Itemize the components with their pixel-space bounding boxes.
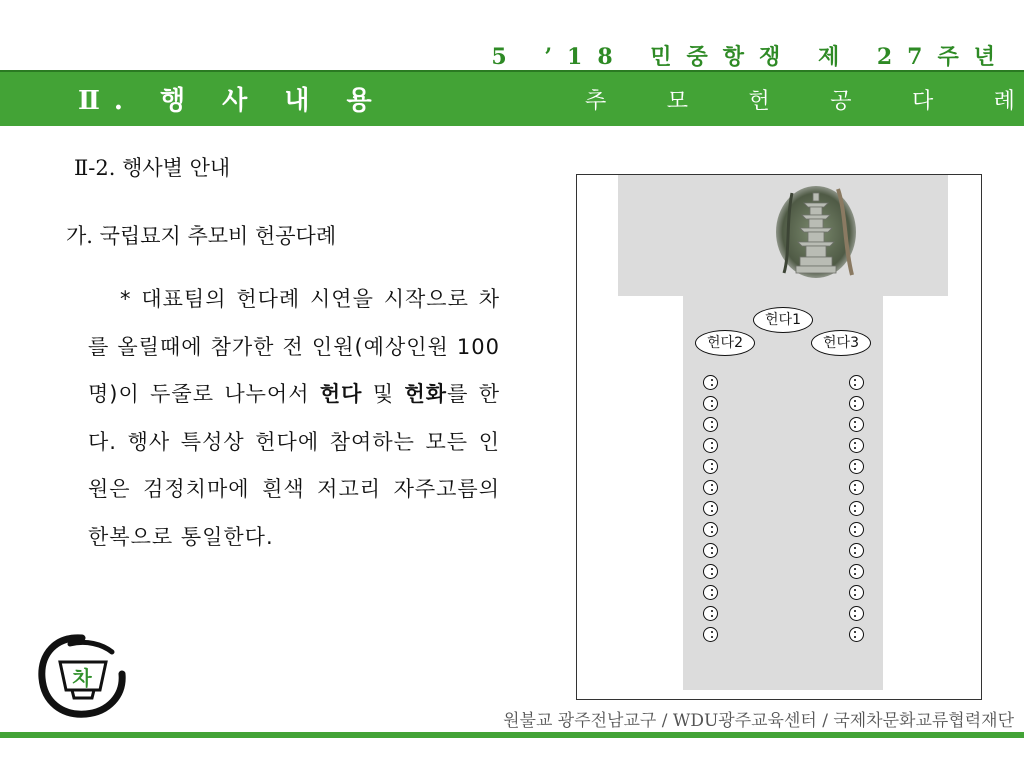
event-name-char: 다 [911, 89, 934, 114]
description-text: 및 [362, 382, 405, 406]
anniversary-title: 5 ’18 민중항쟁 제 27주년 [491, 44, 1010, 70]
participant-marker [703, 417, 718, 432]
role-label: 헌다1 [753, 307, 813, 333]
stone-pagoda-photo-icon [774, 183, 858, 281]
participant-marker [849, 564, 864, 579]
participant-marker [849, 375, 864, 390]
participant-marker [849, 459, 864, 474]
role-label: 헌다2 [695, 330, 755, 356]
participant-marker [703, 480, 718, 495]
event-name [585, 84, 1015, 115]
event-name-char: 모 [666, 89, 688, 114]
event-name-char: 추 [585, 89, 607, 114]
participant-marker [703, 501, 718, 516]
participant-marker [703, 564, 718, 579]
event-name-char: 공 [830, 89, 852, 114]
event-description [88, 276, 500, 561]
participant-marker [703, 396, 718, 411]
event-name-char: 례 [993, 89, 1015, 114]
description-emphasis: 헌다 [319, 382, 363, 406]
participant-marker [849, 543, 864, 558]
role-label: 헌다3 [811, 330, 871, 356]
participant-marker [849, 627, 864, 642]
participant-marker [703, 606, 718, 621]
participant-marker [849, 522, 864, 537]
participant-marker [849, 585, 864, 600]
participant-marker [849, 501, 864, 516]
participant-marker [849, 396, 864, 411]
participant-marker [849, 438, 864, 453]
footer-organizations: 원불교 광주전남교구 / WDU광주교육센터 / 국제차문화교류협력재단 [503, 711, 1014, 731]
section-title: Ⅱ. 행 사 내 용 [78, 86, 386, 116]
participant-marker [703, 459, 718, 474]
tea-cup-logo-icon [36, 632, 128, 718]
left-participant-column [703, 375, 721, 642]
participant-marker [849, 417, 864, 432]
participant-marker [703, 627, 718, 642]
participant-marker [703, 438, 718, 453]
subsection-title: Ⅱ-2. 행사별 안내 [74, 156, 231, 180]
event-name-char: 헌 [748, 89, 770, 114]
footer-divider [0, 732, 1024, 738]
description-text: * 대표팀의 헌다례 시연을 시작으로 차를 올릴때에 참가한 전 인원(예상인원 100명)이 두줄로 나누어서 [88, 287, 500, 406]
description-emphasis: 헌화 [404, 382, 448, 406]
participant-marker [703, 375, 718, 390]
participant-marker [849, 480, 864, 495]
monument-area [618, 175, 948, 296]
participant-marker [703, 585, 718, 600]
header-divider [0, 70, 1024, 72]
participant-marker [703, 522, 718, 537]
right-participant-column [849, 375, 867, 642]
description-text: 를 한다. 행사 특성상 헌다에 참여하는 모든 인원은 검정치마에 흰색 저고리 자주고름의 한복으로 통일한다. [88, 382, 501, 549]
participant-marker [703, 543, 718, 558]
svg-text:차: 차 [72, 666, 92, 690]
event-heading: 가. 국립묘지 추모비 헌공다례 [66, 224, 337, 248]
formation-diagram [576, 174, 982, 700]
participant-marker [849, 606, 864, 621]
